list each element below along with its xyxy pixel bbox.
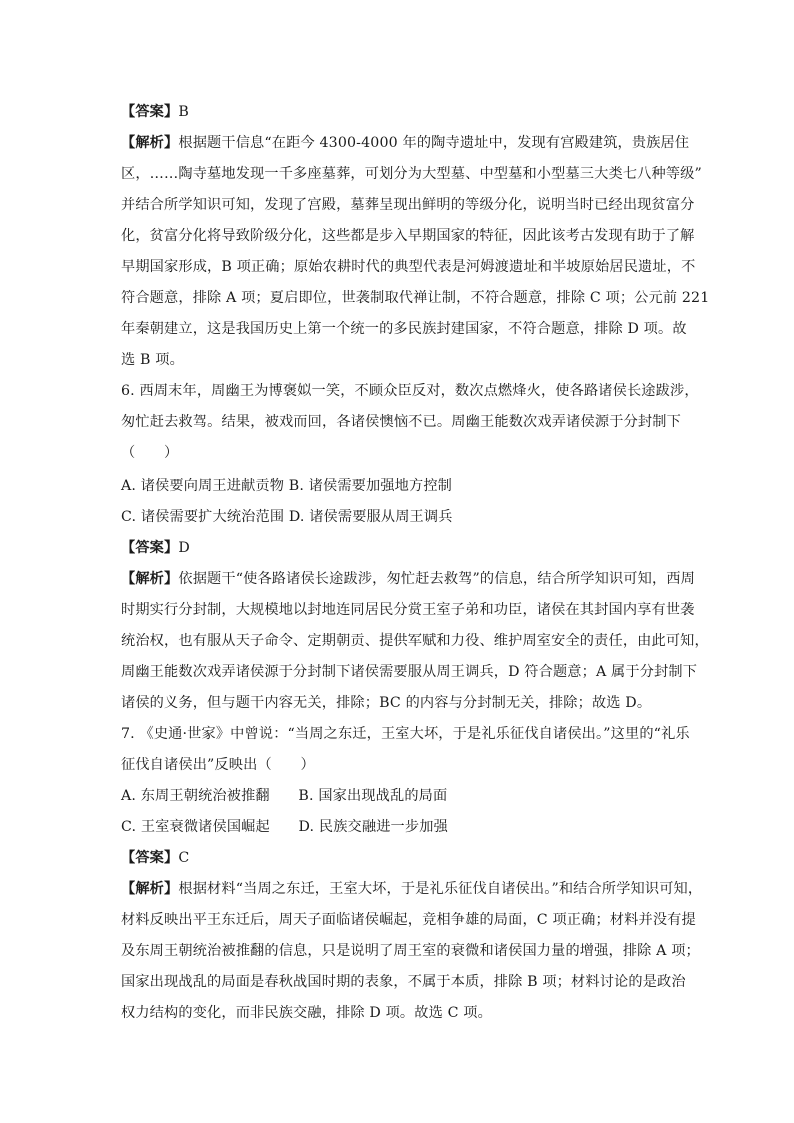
option-line: A. 诸侯要向周王进献贡物 B. 诸侯需要加强地方控制 [121, 478, 453, 494]
answer-line [121, 538, 681, 558]
analysis-line: 诸侯的义务，但与题干内容无关，排除；BC 的内容与分封制无关，排除；故选 D。 [121, 695, 652, 711]
option-line: A. 东周王朝统治被推翻 B. 国家出现战乱的局面 [121, 788, 448, 804]
analysis-line [121, 569, 695, 589]
analysis-line: 符合题意，排除 A 项；夏启即位，世袭制取代禅让制，不符合题意，排除 C 项；公元前 221 [121, 290, 710, 306]
analysis-line: 国家出现战乱的局面是春秋战国时期的表象，不属于本质，排除 B 项；材料讨论的是政治 [121, 974, 686, 990]
option-line: C. 诸侯需要扩大统治范围 D. 诸侯需要服从周王调兵 [121, 509, 453, 525]
analysis-line: 并结合所学知识可知，发现了宫殿，墓葬呈现出鲜明的等级分化，说明当时已经出现贫富分 [121, 197, 695, 213]
analysis-line: 统治权，也有服从天子命令、定期朝贡、提供军赋和力役、维护周室安全的责任，由此可知， [121, 633, 709, 649]
question-line: 征伐自诸侯出”反映出（ ） [121, 757, 315, 773]
answer-value: C [178, 850, 190, 866]
analysis-tag: 【解析】 [121, 881, 179, 897]
analysis-line: 材料反映出平王东迁后，周天子面临诸侯崛起，竞相争雄的局面，C 项正确；材料并没有提 [121, 912, 696, 928]
analysis-line: 选 B 项。 [121, 352, 184, 368]
answer-line [121, 102, 681, 122]
analysis-line: 区，……陶寺墓地发现一千多座墓葬，可划分为大型墓、中型墓和小型墓三大类七八种等级” [121, 166, 702, 182]
answer-line [121, 848, 681, 868]
analysis-text: 根据材料“当周之东迁，王室大坏，于是礼乐征伐自诸侯出。”和结合所学知识可知， [178, 881, 703, 897]
analysis-line [121, 133, 690, 153]
question-line: 6. 西周末年，周幽王为博褒姒一笑，不顾众臣反对，数次点燃烽火，使各路诸侯长途跋涉， [121, 383, 699, 399]
answer-value: D [178, 540, 190, 556]
analysis-line: 及东周王朝统治被推翻的信息，只是说明了周王室的衰微和诸侯国力量的增强，排除 A 项； [121, 943, 700, 959]
analysis-line: 早期国家形成，B 项正确；原始农耕时代的典型代表是河姆渡遗址和半坡原始居民遗址，不 [121, 259, 696, 275]
question-blank: （ ） [121, 445, 179, 461]
answer-tag: 【答案】 [121, 540, 179, 556]
analysis-tag: 【解析】 [121, 135, 179, 151]
analysis-line: 时期实行分封制，大规模地以封地连同居民分赏王室子弟和功臣，诸侯在其封国内享有世袭 [121, 602, 695, 618]
analysis-line: 权力结构的变化，而非民族交融，排除 D 项。故选 C 项。 [121, 1005, 492, 1021]
analysis-line [121, 879, 703, 899]
answer-tag: 【答案】 [121, 850, 179, 866]
question-line: 7. 《史通·世家》中曾说：“当周之东迁，王室大坏，于是礼乐征伐自诸侯出。”这里的“礼乐 [121, 726, 690, 742]
analysis-text: 根据题干信息“在距今 4300-4000 年的陶寺遗址中，发现有宫殿建筑，贵族居住 [178, 135, 690, 151]
analysis-line: 周幽王能数次戏弄诸侯源于分封制下诸侯需要服从周王调兵，D 符合题意；A 属于分封制下 [121, 664, 698, 680]
answer-value: B [178, 104, 189, 120]
analysis-line: 年秦朝建立，这是我国历史上第一个统一的多民族封建国家，不符合题意，排除 D 项。故 [121, 321, 687, 337]
analysis-line: 化，贫富分化将导致阶级分化，这些都是步入早期国家的特征，因此该考古发现有助于了解 [121, 228, 695, 244]
answer-tag: 【答案】 [121, 104, 179, 120]
option-line: C. 王室衰微诸侯国崛起 D. 民族交融进一步加强 [121, 819, 448, 835]
analysis-tag: 【解析】 [121, 571, 179, 587]
analysis-text: 依据题干“使各路诸侯长途跋涉，匆忙赶去救驾”的信息，结合所学知识可知，西周 [178, 571, 695, 587]
question-line: 匆忙赶去救驾。结果，被戏而回，各诸侯懊恼不已。周幽王能数次戏弄诸侯源于分封制下 [121, 414, 681, 430]
